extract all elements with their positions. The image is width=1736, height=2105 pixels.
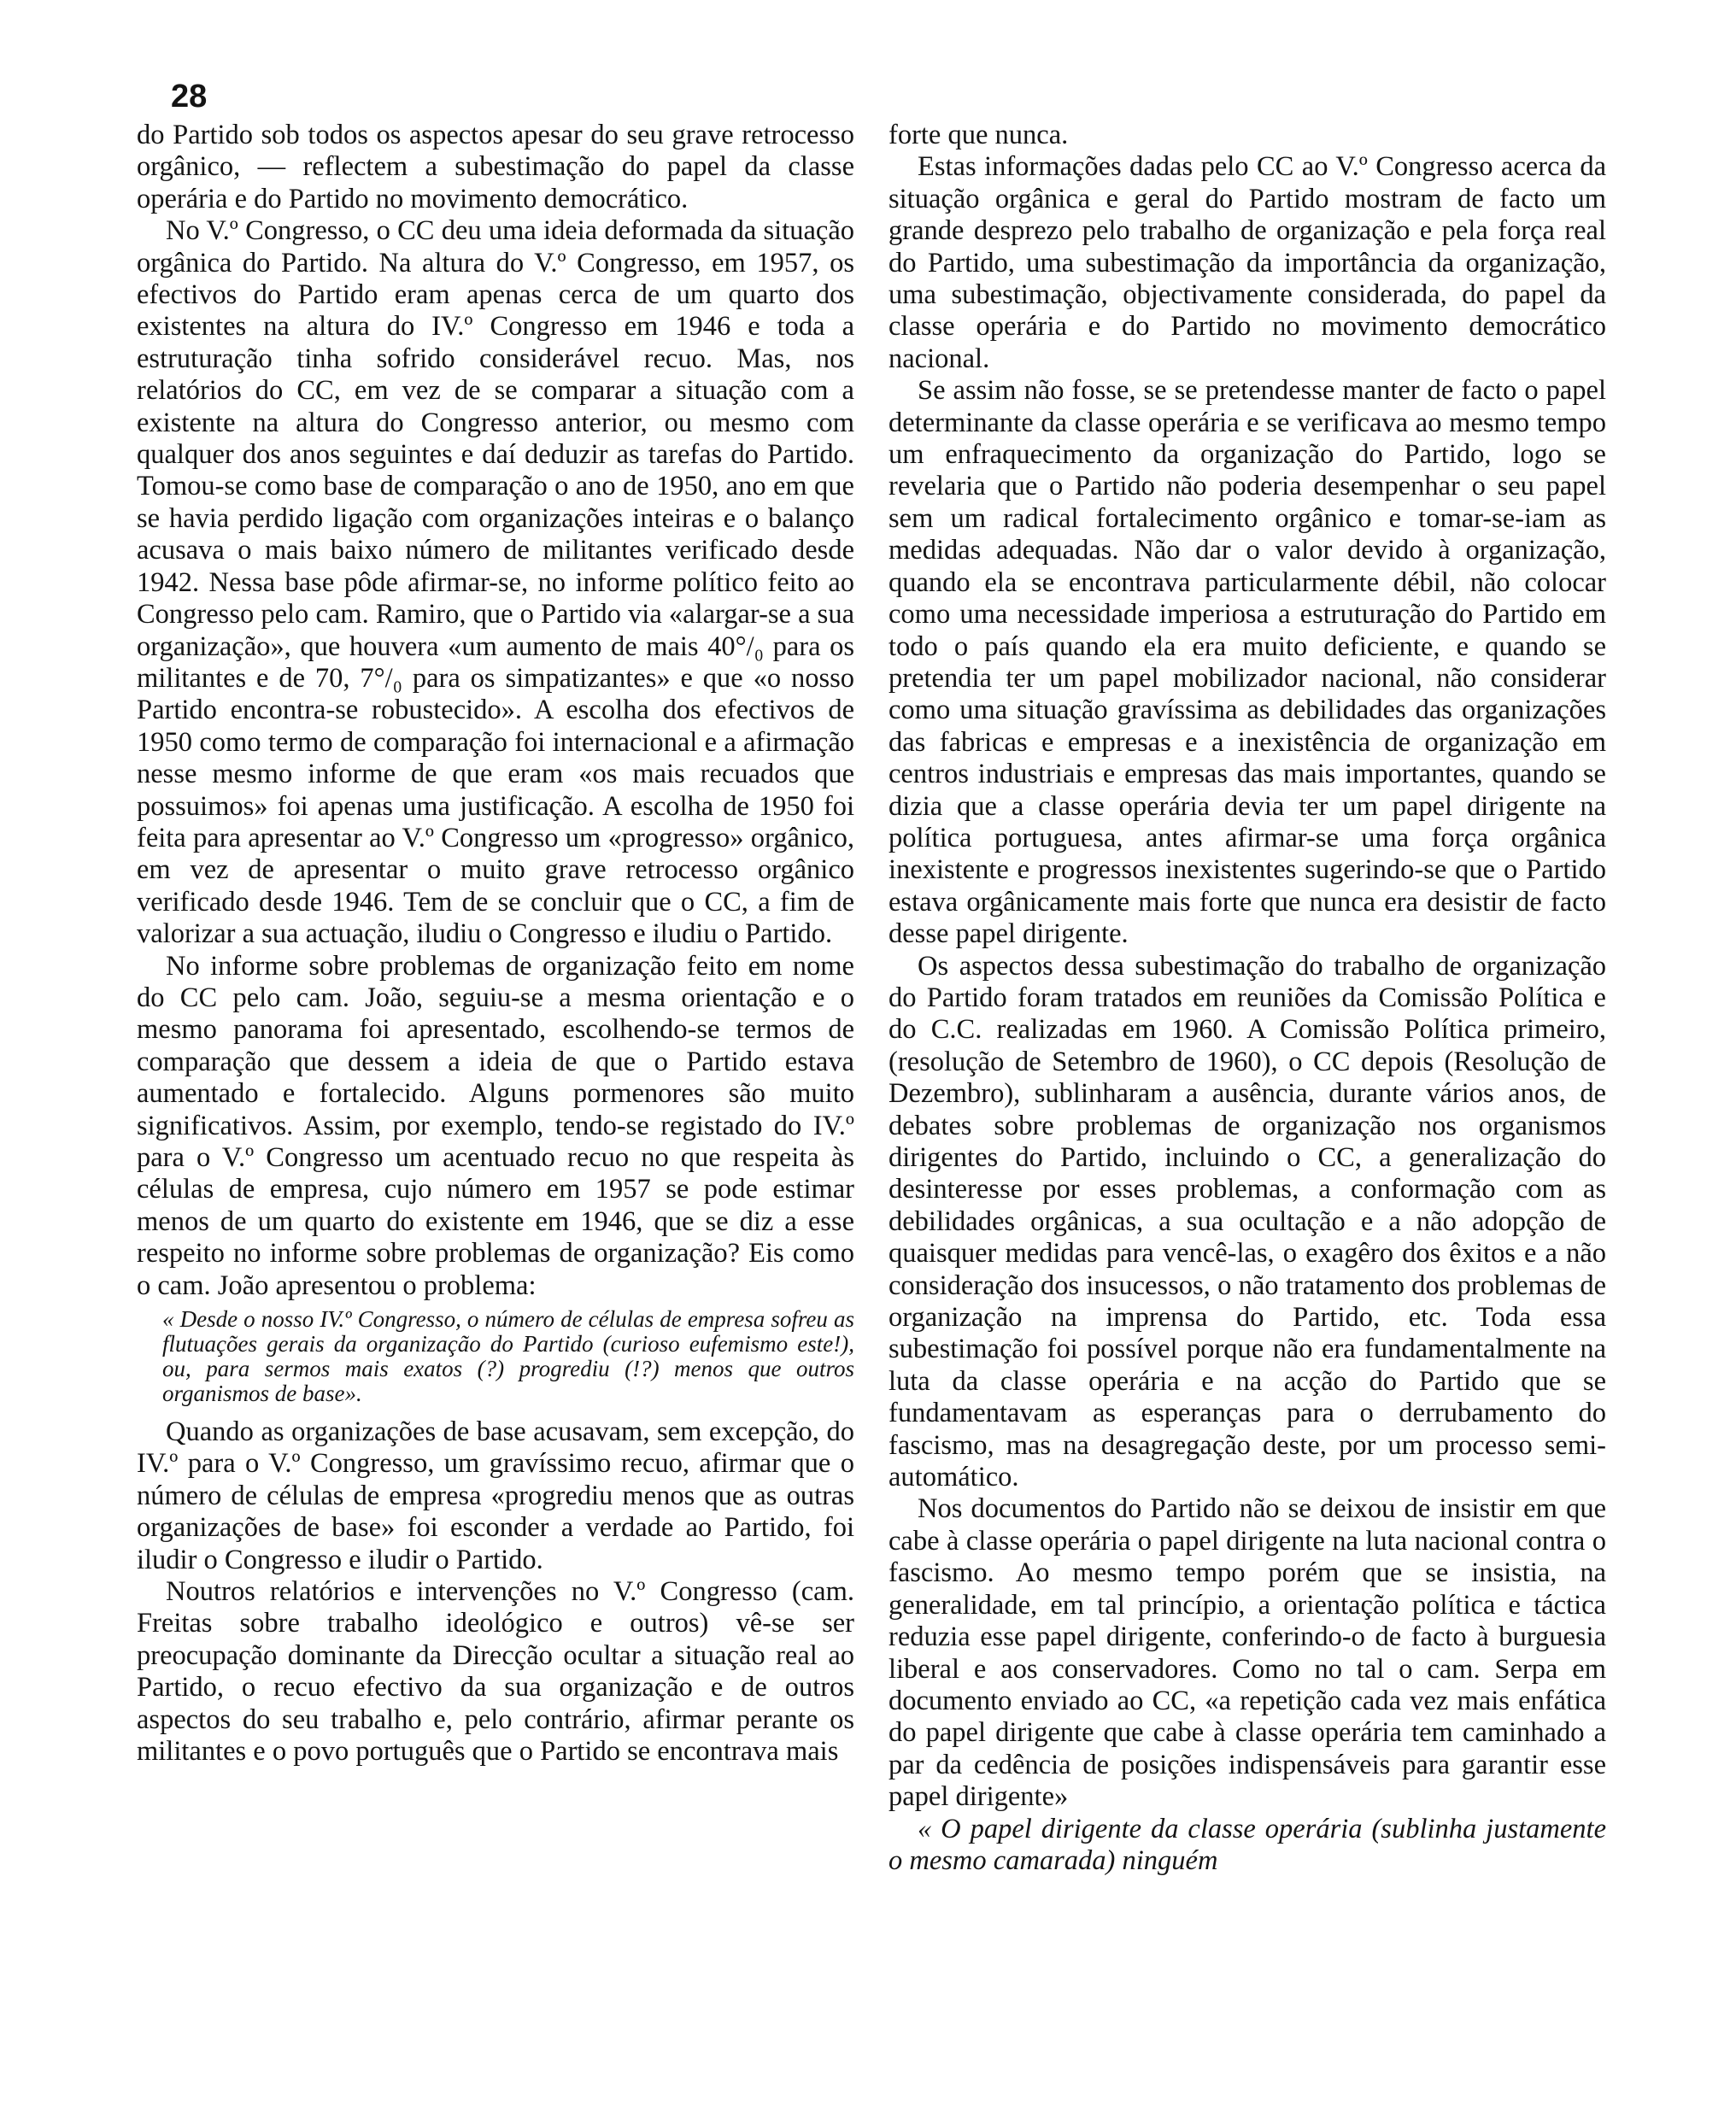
left-column	[137, 120, 854, 1768]
left-paragraph: Quando as organizações de base acusavam, sem excepção, do IV.º para o V.º Congresso, um gravíssimo recuo, afirmar que o número de células de empresa «progrediu menos que as outras organizações de base» foi esconder a verdade ao Partido, foi iludir o Congresso e iludir o Partido.	[137, 1416, 854, 1575]
right-continuation: forte que nunca.	[889, 120, 1069, 150]
right-paragraph: Nos documentos do Partido não se deixou de insistir em que cabe à classe operária o papel dirigente na luta nacional contra o fascismo. Ao mesmo tempo porém que se insistia, na generalidade, em tal princípio, a orientação política e táctica reduzia esse papel dirigente, conferindo-o de facto à burguesia liberal e aos conservadores. Como no tal o cam. Serpa em documento enviado ao CC, «a repetição cada vez mais enfática do papel dirigente que cabe à classe operária tem caminhado a par da cedência de posições indispensáveis para garantir esse papel dirigente»	[889, 1493, 1606, 1813]
right-paragraph: Os aspectos dessa subestimação do trabalho de organização do Partido foram tratados em reuniões da Comissão Política e do C.C. realizadas em 1960. A Comissão Política primeiro, (resolução de Setembro de 1960), o CC depois (Resolução de Dezembro), sublinharam a ausência, durante vários anos, de debates sobre problemas de organização nos organismos dirigentes do Partido, incluindo o CC, a generalização do desinteresse por esses problemas, a conformação com as debilidades orgânicas, a sua ocultação e a não adopção de quaisquer medidas para vencê-las, o exagêro dos êxitos e a não consideração dos insucessos, o não tratamento dos problemas de organização na imprensa do Partido, etc. Toda essa subestimação foi possível porque não era fundamentalmente na luta da classe operária e na acção do Partido que se fundamentavam as esperanças para o derrubamento do fascismo, mas na desagregação deste, por um processo semi-automático.	[889, 950, 1606, 1493]
right-paragraph: Estas informações dadas pelo CC ao V.º Congresso acerca da situação orgânica e geral do Partido mostram de facto um grande desprezo pelo trabalho de organização e pela força real do Partido, uma subestimação da importância da organização, uma subestimação, objectivamente considerada, do papel da classe operária e do Partido no movimento democrático nacional.	[889, 151, 1606, 374]
right-paragraph: Se assim não fosse, se se pretendesse manter de facto o papel determinante da classe operária e se verificava ao mesmo tempo um enfraquecimento da organização do Partido, logo se revelaria que o Partido não poderia desempenhar o seu papel sem um radical fortalecimento orgânico e tomar-se-iam as medidas adequadas. Não dar o valor devido à organização, quando ela se encontrava particularmente débil, não colocar como uma necessidade imperiosa a estruturação do Partido em todo o país quando ela era muito deficiente, e quando se pretendia ter um papel mobilizador nacional, não considerar como uma situação gravíssima as debilidades das organizações das fabricas e empresas e a inexistência de organização em centros industriais e empresas das mais importantes, quando se dizia que a classe operária devia ter um papel dirigente na política portuguesa, antes afirmar-se uma força orgânica inexistente e progressos inexistentes sugerindo-se que o Partido estava orgânicamente mais forte que nunca era desistir de facto desse papel dirigente.	[889, 375, 1606, 950]
page-number: 28	[171, 79, 208, 114]
left-paragraph: No informe sobre problemas de organização feito em nome do CC pelo cam. João, seguiu-se a mesma orientação e o mesmo panorama foi apresentado, escolhendo-se termos de comparação que dessem a ideia de que o Partido estava aumentado e fortalecido. Alguns pormenores são muito significativos. Assim, por exemplo, tendo-se registado do IV.º para o V.º Congresso um acentuado recuo no que respeita às células de empresa, cujo número em 1957 se pode estimar menos de um quarto do existente em 1946, que se diz a esse respeito no informe sobre problemas de organização? Eis como o cam. João apresentou o problema:	[137, 950, 854, 1301]
block-quote: « Desde o nosso IV.º Congresso, o número de células de empresa sofreu as flutuações gerais da organização do Partido (curioso eufemismo este!), ou, para sermos mais exatos (?) progrediu (!?) menos que outros organismos de base».	[162, 1306, 854, 1407]
right-column	[889, 120, 1606, 1877]
closing-quote: « O papel dirigente da classe operária (sublinha justamente o mesmo camarada) ninguém	[889, 1813, 1606, 1876]
left-paragraph: No V.º Congresso, o CC deu uma ideia deformada da situação orgânica do Partido. Na altura do V.º Congresso, em 1957, os efectivos do Partido eram apenas cerca de um quarto dos existentes na altura do IV.º Congresso em 1946 e toda a estruturação tinha sofrido considerável recuo. Mas, nos relatórios do CC, em vez de se comparar a situação com a existente na altura do Congresso anterior, ou mesmo com qualquer dos anos seguintes e daí deduzir as tarefas do Partido. Tomou-se como base de comparação o ano de 1950, ano em que se havia perdido ligação com organizações inteiras e o balanço acusava o mais baixo número de militantes verificado desde 1942. Nessa base pôde afirmar-se, no informe político feito ao Congresso pelo cam. Ramiro, que o Partido via «alargar-se a sua organização», que houvera «um aumento de mais 40°/₀ para os militantes e de 70, 7°/₀ para os simpatizantes» e que «o nosso Partido encontra-se robustecido». A escolha dos efectivos de 1950 como termo de comparação foi internacional e a afirmação nesse mesmo informe de que eram «os mais recuados que possuimos» foi apenas uma justificação. A escolha de 1950 foi feita para apresentar ao V.º Congresso um «progresso» orgânico, em vez de apresentar o muito grave retrocesso orgânico verificado desde 1946. Tem de se concluir que o CC, a fim de valorizar a sua actuação, iludiu o Congresso e iludiu o Partido.	[137, 215, 854, 950]
left-paragraph: Noutros relatórios e intervenções no V.º Congresso (cam. Freitas sobre trabalho ideológico e outros) vê-se ser preocupação dominante da Direcção ocultar a situação real ao Partido, o recuo efectivo da sua organização e de outros aspectos do seu trabalho e, pelo contrário, afirmar perante os militantes e o povo português que o Partido se encontrava mais	[137, 1576, 854, 1768]
left-paragraph: do Partido sob todos os aspectos apesar do seu grave retrocesso orgânico, — reflectem a subestimação do papel da classe operária e do Partido no movimento democrático.	[137, 120, 854, 214]
